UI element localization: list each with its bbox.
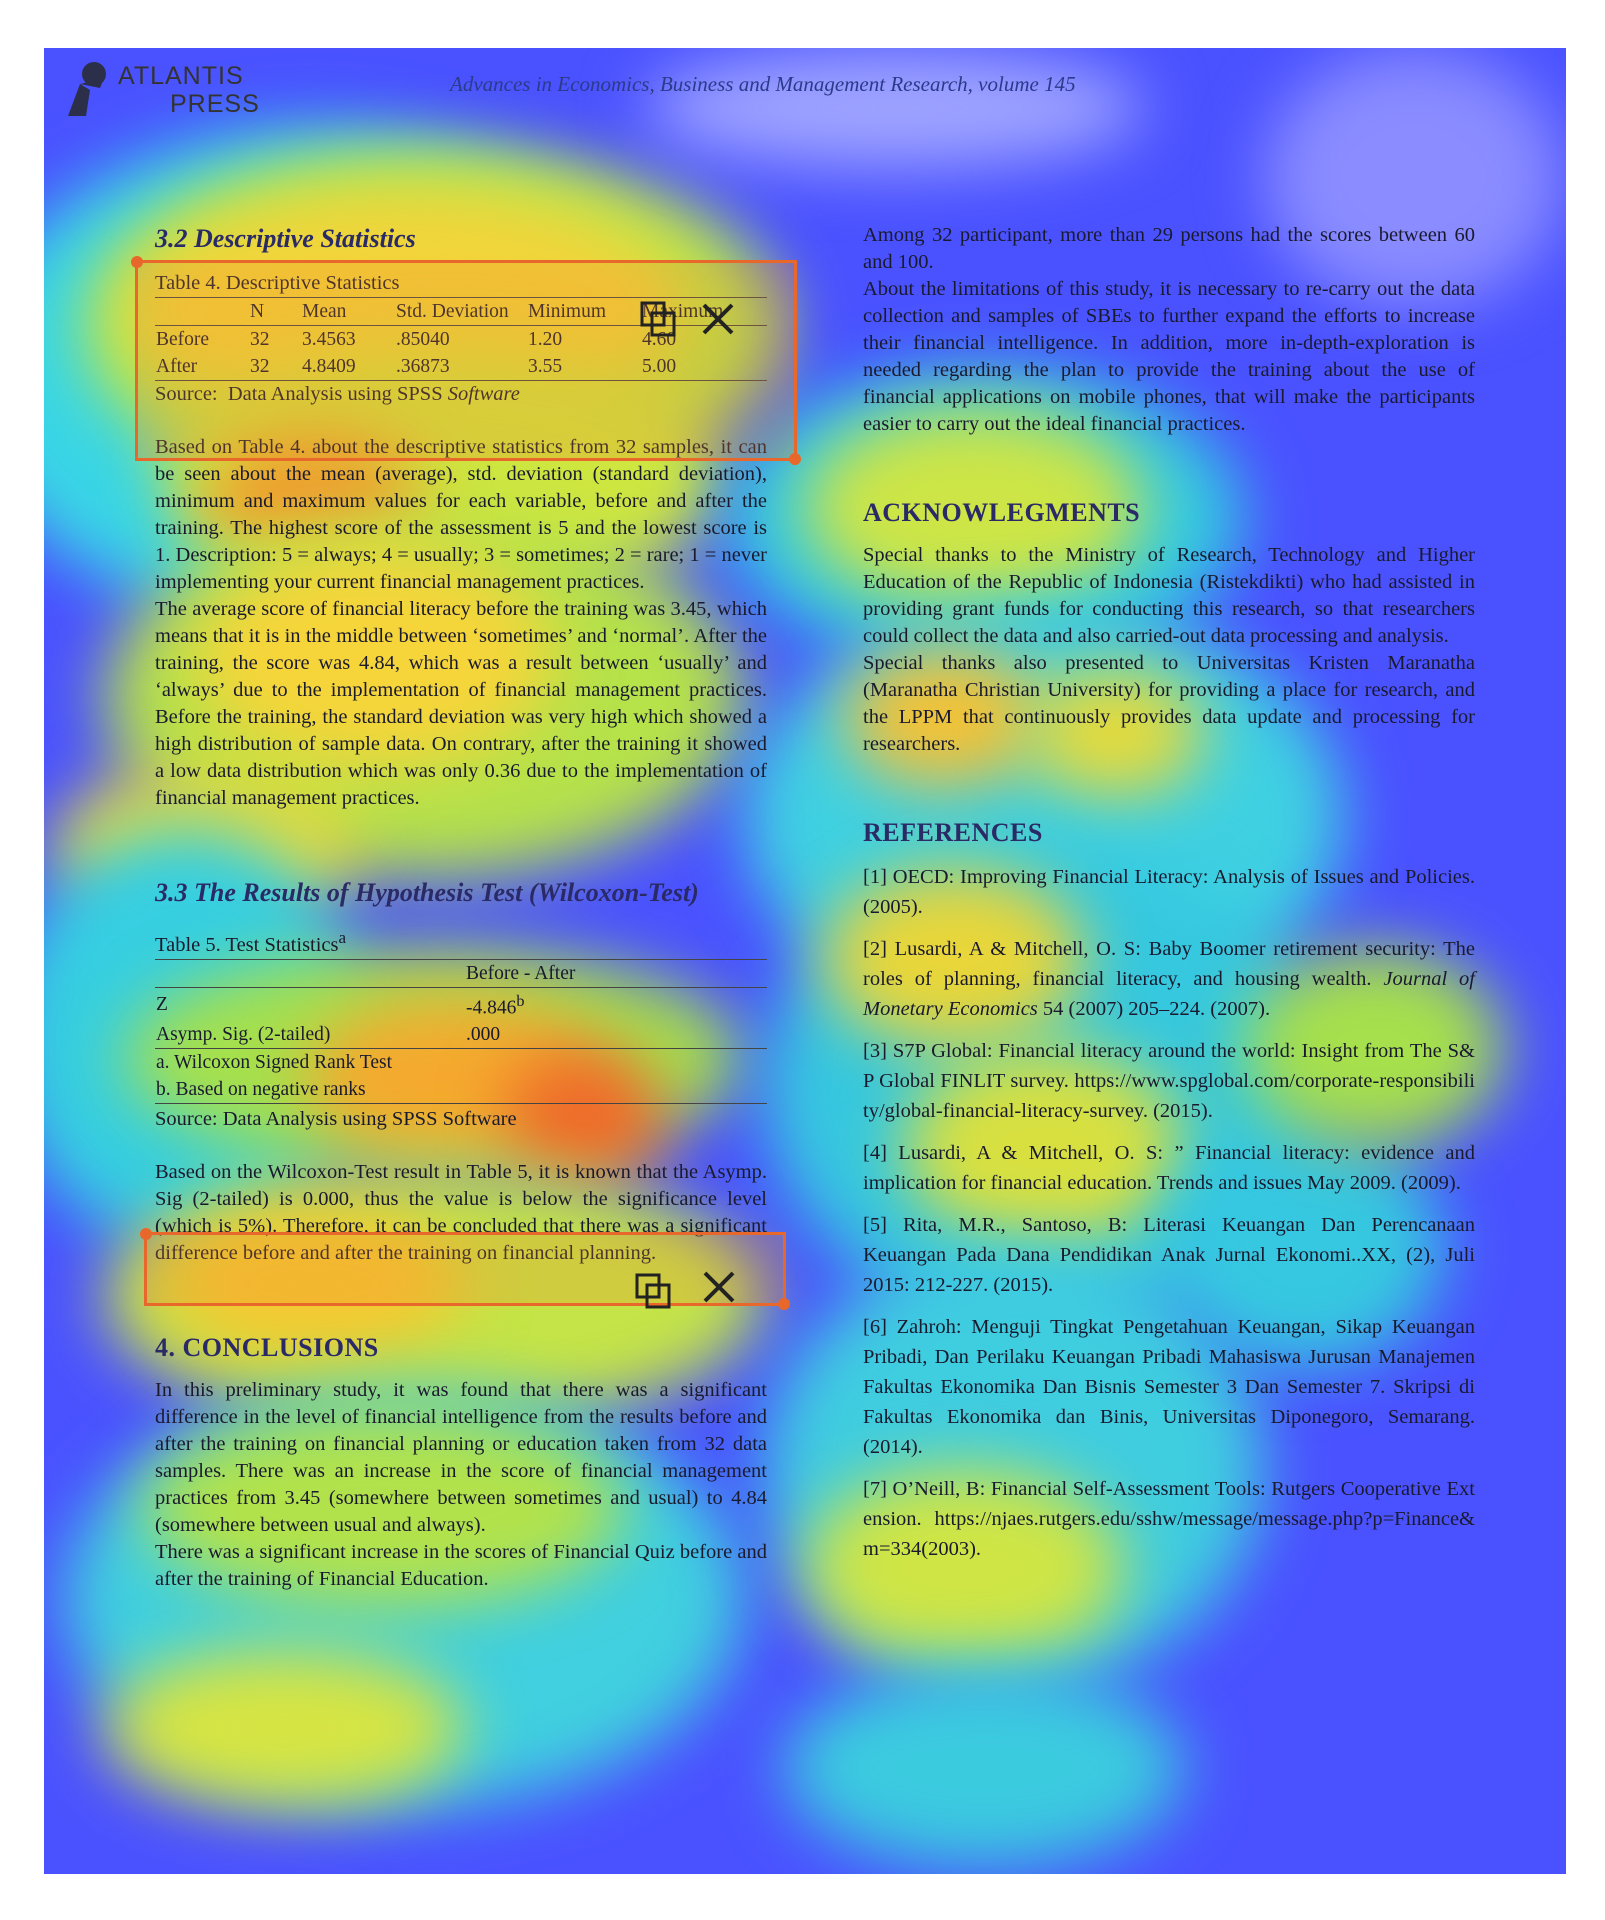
table-4-header: Maximum xyxy=(642,301,724,322)
paragraph: Special thanks to the Ministry of Research, Technology and Higher Education of the Republic of Indonesia (Ristekdikti) who had assisted in providing grant funds for conducting this research, so that researchers could collect the data and also carried-out data processing and analysis. xyxy=(863,544,1475,647)
table-4-header: Minimum xyxy=(528,301,607,322)
table-row xyxy=(155,1021,767,1049)
table-cell: 3.55 xyxy=(528,356,563,377)
logo-word-atlantis: ATLANTIS xyxy=(118,62,244,90)
paragraph: The average score of financial literacy before the training was 3.45, which means that it is in the middle between ‘sometimes’ and ‘normal’. After the training, the score was 4.84, which was a result between ‘usually’ and ‘always’ due to the implementation of financial management practices. Before the training, the standard deviation was very high which showed a high distribution of sample data. On contrary, after the training it showed a low data distribution which was only 0.36 due to the implementation of financial management practices. xyxy=(155,598,767,809)
copy-icon[interactable] xyxy=(633,1271,673,1311)
reference-text: [2] Lusardi, A & Mitchell, O. S: Baby Boomer retirement security: The roles of planning, financial literacy, and housing wealth. xyxy=(863,938,1475,990)
table-cell: Asymp. Sig. (2-tailed) xyxy=(156,1024,331,1046)
table-5-caption-text: Table 5. Test Statistics xyxy=(155,933,339,956)
table-cell: 1.20 xyxy=(528,329,563,350)
resize-handle-top-left[interactable] xyxy=(140,1228,152,1240)
right-column xyxy=(863,222,1475,1576)
table-5-grid xyxy=(155,959,767,1105)
paragraph: There was a significant increase in the scores of Financial Quiz before and after the training of Financial Education. xyxy=(155,1541,767,1591)
references-title: REFERENCES xyxy=(863,818,1043,847)
paragraph: Based on Table 4. about the descriptive statistics from 32 samples, it can be seen about the mean (average), std. deviation (standard deviation), minimum and maximum values for each variable, before and after the training. The highest score of the assessment is 5 and the lowest score is 1. Description: 5 = always; 4 = usually; 3 = sometimes; 2 = rare; 1 = never implementing your current financial management practices. xyxy=(155,436,767,593)
paragraph: Among 32 participant, more than 29 persons had the scores between 60 and 100. xyxy=(863,224,1475,273)
table-5-selection-box[interactable] xyxy=(144,1232,786,1306)
table-row xyxy=(155,1049,767,1077)
section-4-title: 4. CONCLUSIONS xyxy=(155,1333,379,1363)
reference-item: [5] Rita, M.R., Santoso, B: Literasi Keuangan Dan Perencanaan Keuangan Pada Dana Pendidikan Anak Jurnal Ekonomi..XX, (2), Juli 2015: 212-227. (2015). xyxy=(863,1214,1475,1296)
table-note: b. Based on negative ranks xyxy=(156,1079,366,1101)
table-4-header: N xyxy=(250,301,265,322)
table-5-source: Source: Data Analysis using SPSS Software xyxy=(155,1108,517,1131)
paragraph: In this preliminary study, it was found that there was a significant difference in the level of financial intelligence from the results before and after the training on financial planning or education taken from 32 data samples. There was an increase in the score of financial management practices from 3.45 (somewhere between sometimes and usual) to 4.84 (somewhere between usual and always). xyxy=(155,1379,767,1537)
table-cell xyxy=(465,987,767,1021)
close-icon[interactable] xyxy=(698,299,738,339)
copy-icon[interactable] xyxy=(638,299,678,339)
paragraph: Special thanks also presented to Universitas Kristen Maranatha (Maranatha Christian University) for providing a place for research, and the LPPM that continuously provides data update and processing for researchers. xyxy=(863,652,1475,755)
reference-item: [1] OECD: Improving Financial Literacy: Analysis of Issues and Policies. (2005). xyxy=(863,866,1475,918)
reference-item: [7] O’Neill, B: Financial Self-Assessment Tools: Rutgers Cooperative Extension. https://njaes.rutgers.edu/sshw/message/message.php?p=Finance&m=334(2003). xyxy=(863,1478,1475,1560)
source-italic: Software xyxy=(447,383,520,405)
reference-item: [6] Zahroh: Menguji Tingkat Pengetahuan Keuangan, Sikap Keuangan Pribadi, Dan Perilaku Keuangan Pribadi Mahasiswa Jurusan Manajemen Fakultas Ekonomika Dan Bisnis Semester 3 Dan Semester 7. Skripsi di Fakultas Ekonomika dan Binis, Universitas Diponegoro, Semarang. (2014). xyxy=(863,1316,1475,1458)
table-4-caption: Table 4. Descriptive Statistics xyxy=(155,272,400,294)
section-3-2-title: 3.2 Descriptive Statistics xyxy=(155,224,416,253)
paragraph: About the limitations of this study, it is necessary to re-carry out the data collection and samples of SBEs to further expand the efforts to increase their financial intelligence. In addition, more in-depth-exploration is needed regarding the plan to provide the training about the use of financial applications on mobile phones, that will make the participants easier to carry out the ideal financial practices. xyxy=(863,278,1475,435)
reference-item xyxy=(863,934,1475,1024)
table-cell: After xyxy=(156,356,198,377)
resize-handle-bottom-right[interactable] xyxy=(778,1298,790,1310)
close-icon[interactable] xyxy=(699,1267,739,1307)
atlas-figure-icon xyxy=(60,60,114,118)
reference-journal: Journal of Monetary Economics xyxy=(863,968,1476,1020)
table-4-selection-box[interactable] xyxy=(135,260,797,461)
resize-handle-top-left[interactable] xyxy=(131,256,143,268)
section-3-3-title: 3.3 The Results of Hypothesis Test (Wilcoxon-Test) xyxy=(155,878,699,907)
resize-handle-bottom-right[interactable] xyxy=(789,453,801,465)
table-cell: 3.4563 xyxy=(302,329,356,350)
table-cell: .85040 xyxy=(396,329,450,350)
running-head: Advances in Economics, Business and Management Research, volume 145 xyxy=(450,72,1076,96)
table-row xyxy=(155,1076,767,1104)
table-cell: .000 xyxy=(466,1024,501,1046)
table-row xyxy=(155,987,767,1021)
source-text: Data Analysis using SPSS xyxy=(227,383,443,405)
table-4-header: Mean xyxy=(302,301,347,322)
table-note: a. Wilcoxon Signed Rank Test xyxy=(156,1052,392,1074)
publisher-logo xyxy=(60,56,260,120)
table-5-empty-header xyxy=(155,959,465,987)
table-cell: 4.8409 xyxy=(302,356,356,377)
table-cell: 32 xyxy=(250,329,270,350)
z-sup: b xyxy=(516,991,525,1010)
table-cell: Z xyxy=(156,994,168,1016)
reference-item: [4] Lusardi, A & Mitchell, O. S: ” Financial literacy: evidence and implication for financial education. Trends and issues May 2009. (2009). xyxy=(863,1142,1475,1194)
reference-tail: 54 (2007) 205–224. (2007). xyxy=(1042,998,1271,1020)
table-cell: .36873 xyxy=(396,356,450,377)
logo-word-press: PRESS xyxy=(170,90,260,118)
table-5-caption xyxy=(155,924,767,959)
table-cell: Before xyxy=(156,329,210,350)
paragraph: Based on the Wilcoxon-Test result in Table 5, it is known that the Asymp. Sig (2-tailed) is 0.000, thus the value is below the significance level (which is 5%). Therefore, it can be concluded that there was a significant difference before and after the training on financial planning. xyxy=(155,1161,767,1265)
reference-item: [3] S7P Global: Financial literacy around the world: Insight from The S&P Global FINLIT survey. https://www.spglobal.com/corporate-responsibility/global-financial-literacy-survey. (2015). xyxy=(863,1040,1475,1122)
table-cell: 4.60 xyxy=(642,329,677,350)
z-value: -4.846 xyxy=(466,997,517,1019)
table-4-header: Std. Deviation xyxy=(396,301,509,322)
table-5-caption-sup: a xyxy=(338,928,347,947)
source-label: Source: xyxy=(155,383,218,405)
table-5-col-header: Before - After xyxy=(466,962,576,984)
table-cell: 32 xyxy=(250,356,270,377)
acknowledgments-title: ACKNOWLEGMENTS xyxy=(863,498,1141,527)
table-cell: 5.00 xyxy=(642,356,677,377)
table-5 xyxy=(155,924,767,1133)
